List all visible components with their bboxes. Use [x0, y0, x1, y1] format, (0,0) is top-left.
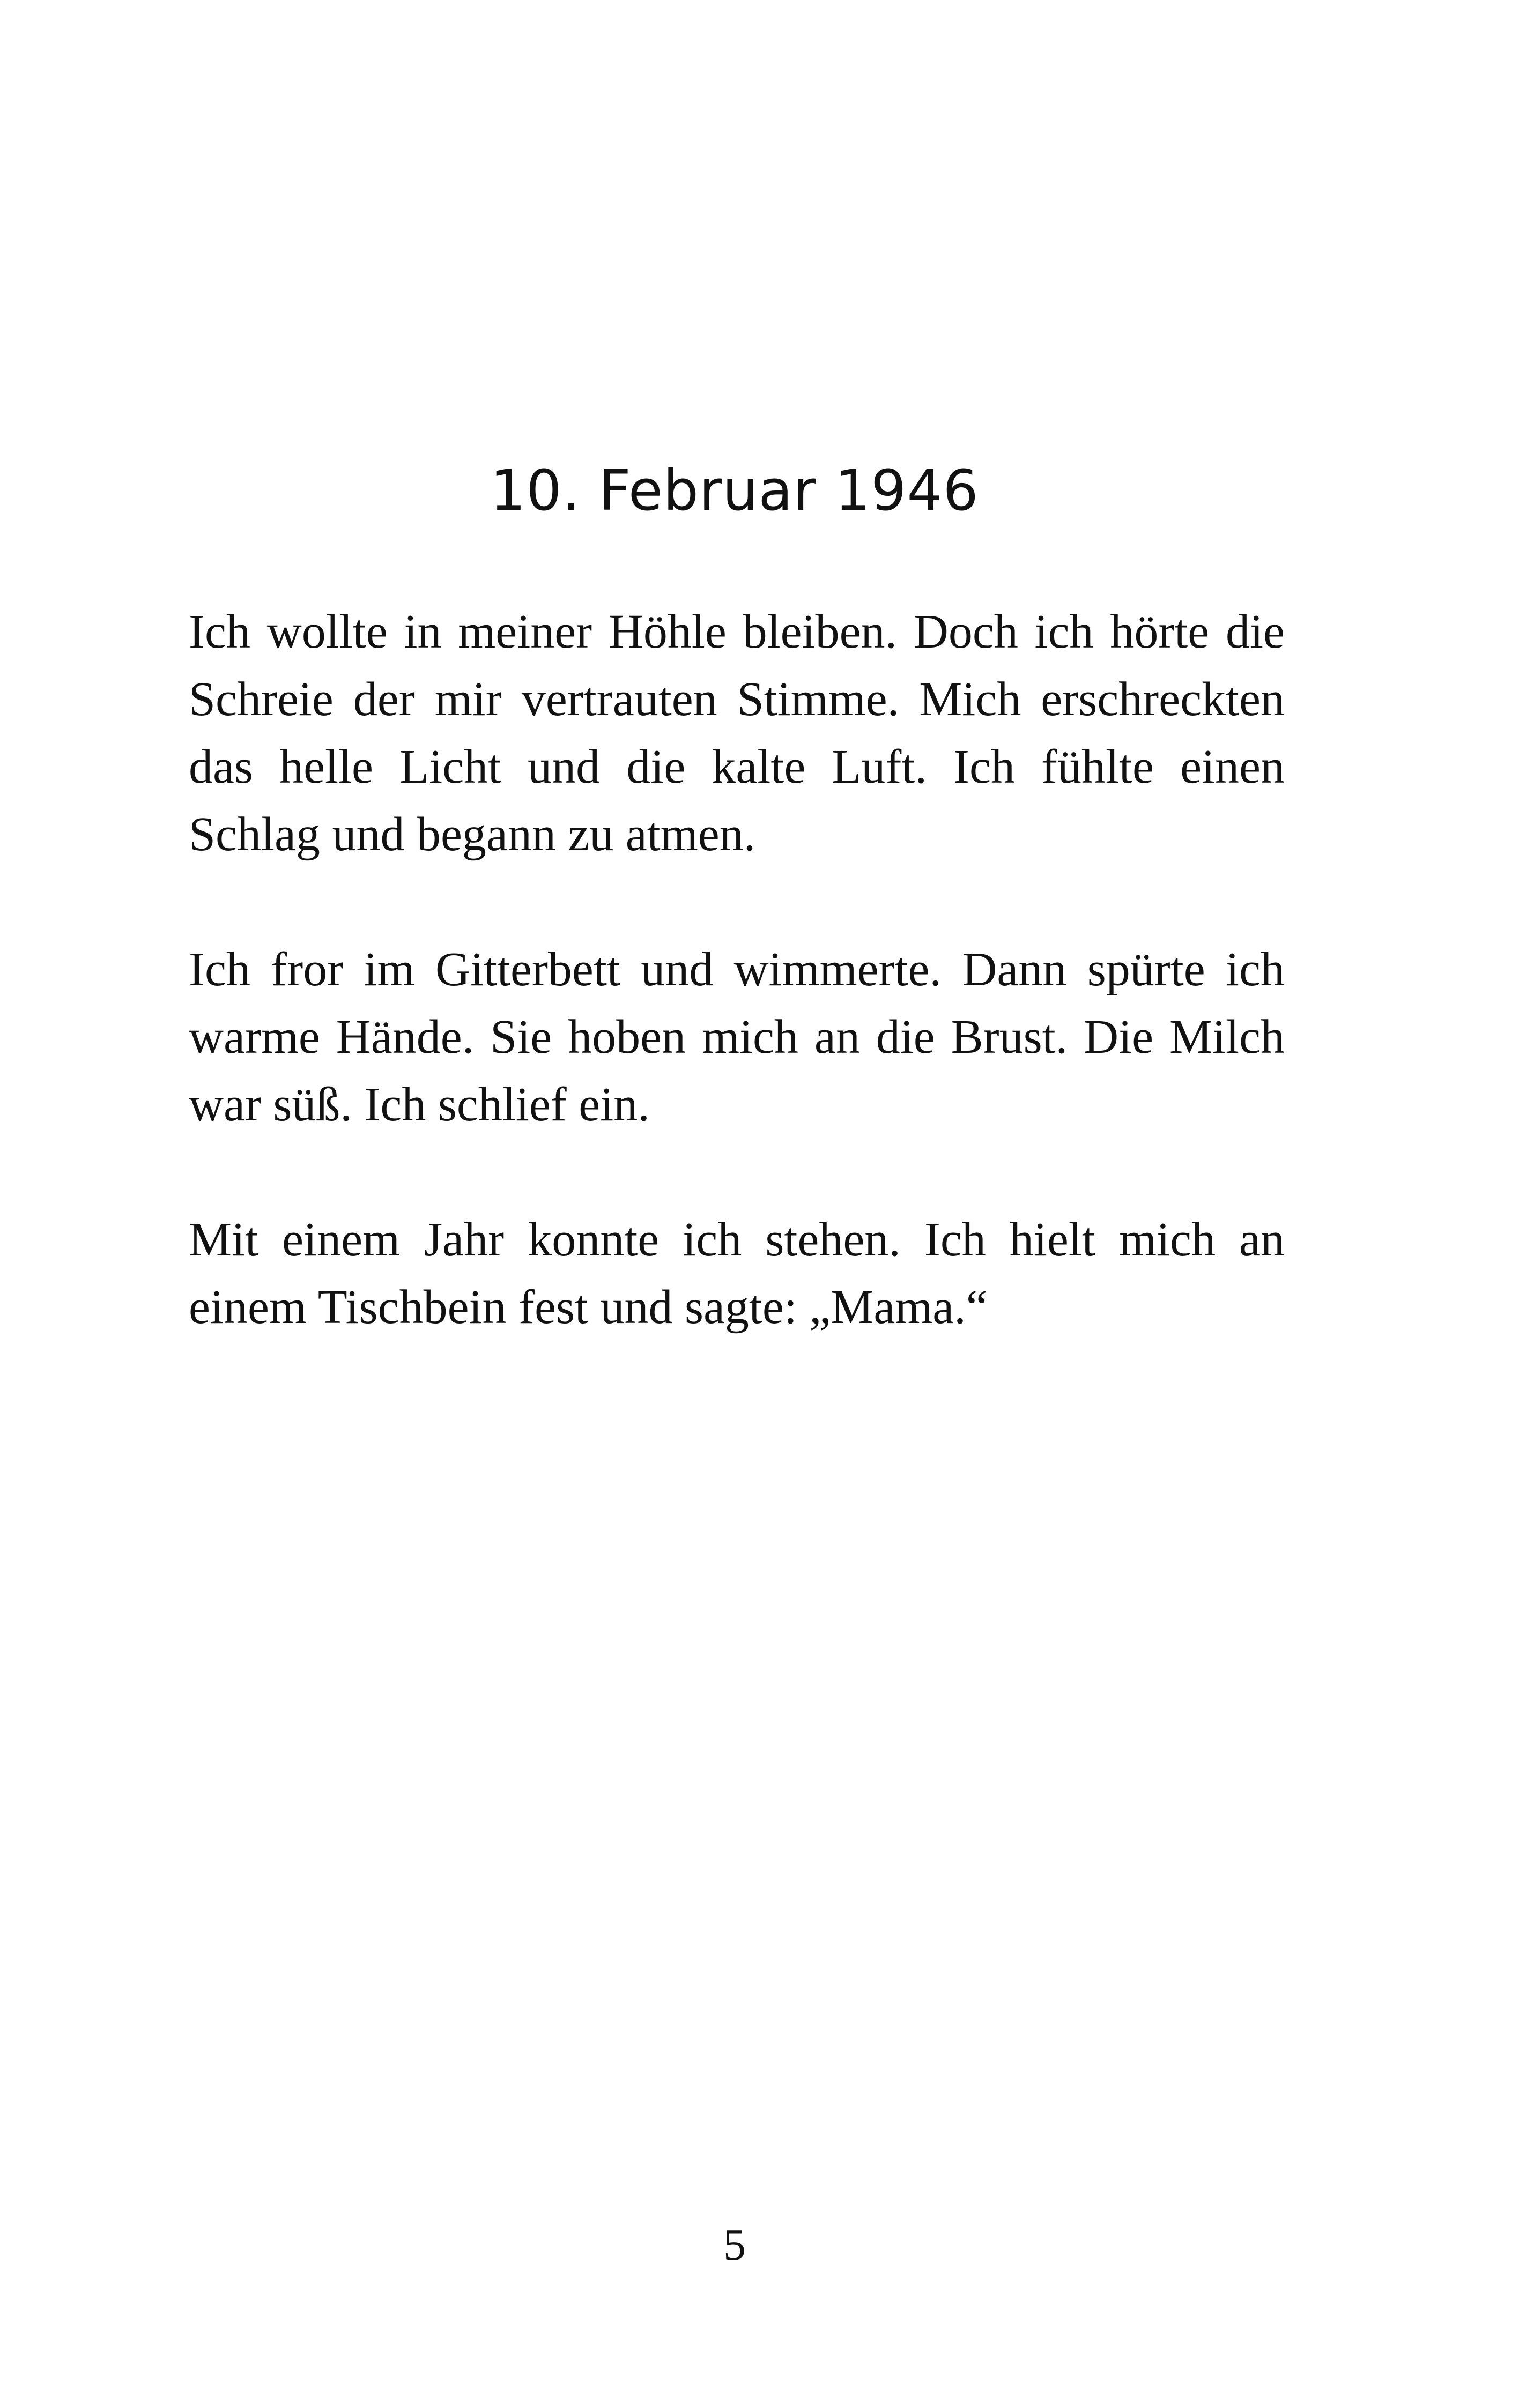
page-number: 5: [723, 2220, 746, 2270]
chapter-title: 10. Februar 1946: [490, 458, 979, 523]
paragraph-3: Mit einem Jahr konnte ich stehen. Ich hielt mich an einem Tischbein fest und sagte: „Mama.“: [189, 1213, 1285, 1334]
paragraph-2: Ich fror im Gitterbett und wimmerte. Dann spürte ich warme Hände. Sie hoben mich an die Brust. Die Milch war süß. Ich schlief ein.: [189, 943, 1285, 1131]
body-text: [189, 598, 1285, 1409]
paragraph-1: Ich wollte in meiner Höhle bleiben. Doch ich hörte die Schreie der mir vertrauten Stimme. Mich erschreckten das helle Licht und die kalte Luft. Ich fühlte einen Schlag und begann zu atmen.: [189, 605, 1285, 861]
